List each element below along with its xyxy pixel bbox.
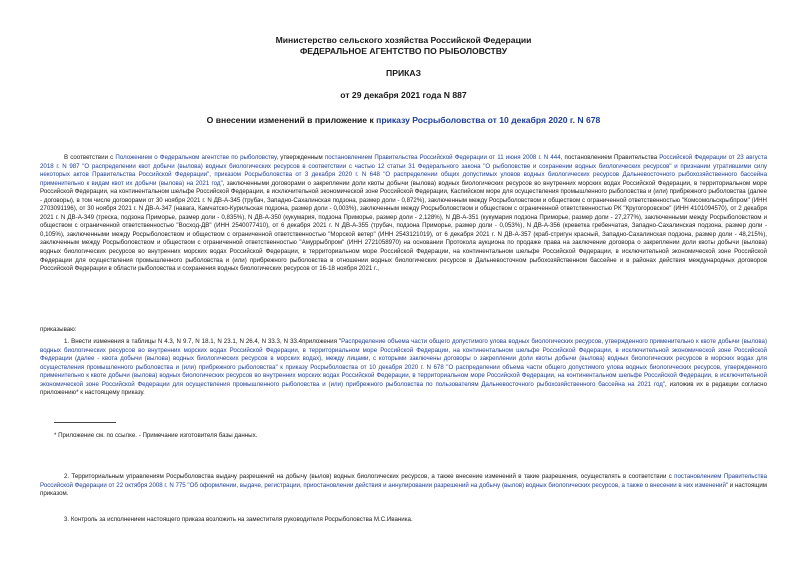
resolution-987-link[interactable]: Российской Федерации от 23 августа 2018 г. N 987 "О распределении квот добычи (вылова) водных биологических ресурсов в соответствии с частью 12 статьи 31 Федерального закона "О рыболовстве и сохранении водных биологических ресурсов" и признании утратившими силу некоторых актов Правительства Российской Федерации" [40, 154, 768, 179]
ministry-name: Министерство сельского хозяйства Российской Федерации [275, 35, 532, 45]
preamble-text-3: , постановлением Правительства [560, 154, 660, 161]
doc-type: ПРИКАЗ [386, 68, 421, 78]
footnote-divider [54, 422, 116, 423]
resolution-444-link[interactable]: постановлением Правительства Российской Федерации от 11 июня 2008 г. N 444 [324, 154, 561, 161]
preamble-text-2: , утвержденным [276, 154, 325, 161]
item-2-text-1: 2. Территориальным управлениям Росрыболовства выдачу разрешений на добычу (вылов) водных биологических ресурсов, а также внесение изменений в такие разрешения, осуществлять в соответствии с [64, 473, 675, 480]
order-word: приказываю: [40, 326, 77, 333]
resolution-775-link[interactable]: постановлением Правительства Российской Федерации от 22 октября 2008 г. N 775 "Об оформлении, выдаче, регистрации, приостановлении действия и аннулировании разрешений на добычу (вылов) водных биологических ресурсов, а также о внесении в них изменений" [40, 473, 767, 489]
appendix-678-link[interactable]: Распределение объема части общего допустимого улова водных биологических ресурсов, утвержденного применительно к квоте добычи (вылова) водных биологических ресурсов во внутренних морских водах Российской Федерации, в территориальном море Российской Федерации, на континентальном шельфе Российской Федерации, в исключительной экономической зоне Российской Федерации (далее - квота добычи (вылова) водных биологических ресурсов в морских водах), между лицами, с которыми заключены договоры о закреплении доли квоты добычи (вылова) водных биологических ресурсов в морских водах для осуществления промышленного рыболовства и (или) прибрежного рыболовства" к приказу Росрыболовства от 10 декабря 2020 г. N 678 "О распределении объема части общего допустимого улова водных биологических ресурсов, утвержденного применительно к квоте добычи (вылова) водных биологических ресурсов во внутренних морских водах Российской Федерации, в территориальном море Российской Федерации, на континентальном шельфе Российской Федерации, в исключительной экономической зоне Российской Федерации для осуществления промышленного рыболовства и (или) прибрежного рыболовства по пользователям Дальневосточного рыбохозяйственного бассейна на 2021 год" [40, 338, 767, 388]
doc-title [0, 115, 807, 126]
doc-title-link[interactable]: приказу Росрыболовства от 10 декабря 2020 г. N 678 [376, 115, 601, 125]
item-3-paragraph: 3. Контроль за исполнением настоящего приказа возложить на заместителя руководителя Росрыболовства М.С.Иваника. [64, 516, 413, 523]
doc-title-prefix: О внесении изменений в приложение к [206, 115, 377, 125]
preamble-text-1: В соответствии с [64, 154, 116, 161]
agency-name: ФЕДЕРАЛЬНОЕ АГЕНТСТВО ПО РЫБОЛОВСТВУ [299, 46, 508, 56]
footnote: * Приложение см. по ссылке. - Примечание изготовителя базы данных. [54, 432, 258, 439]
preamble-text-5: , заключенными договорами о закреплении доли квоты добычи (вылова) водных биологических ресурсов во внутренних морских водах Российской Федерации, в территориальном море Российской Федерации, на континентальном шельфе Российской Федерации, в исключительной экономической зоне Российской Федерации, Каспийском море для осуществления промышленного рыболовства и (или) прибрежного рыболовства (далее - договоры), в том числе договорами от 30 ноября 2021 г. N ДВ-А-345 (трубач, Западно-Сахалинская подзона, размер доли - 0,872%), заключенным между Росрыболовством и обществом с ограниченной ответственностью "Комсомольскрыбпром" (ИНН 2703091196), от 30 ноября 2021 г. N ДВ-А-347 (навага, Камчатско-Курильская подзона, размер доли - 0,003%), заключенным между Росрыболовством и обществом с ограниченной ответственностью РК "Кругогоровское" (ИНН 4101094570), от 2 декабря 2021 г. N ДВ-А-349 (треска, подзона Приморье, размер доли - 0,835%), N ДВ-А-350 (кукумария, подзона Приморье, размер доли - 2,128%), N ДВ-А-351 (кукумария подзона Приморье, размер доли - 27,277%), заключенными между Росрыболовством и обществом с ограниченной ответственностью "Восход-ДВ" (ИНН 2540077410), от 6 декабря 2021 г. N ДВ-А-355 (трубач, подзона Приморье, размер доли - 0,053%), N ДВ-А-356 (креветка гребенчатая, Западно-Сахалинская подзона, размер доли - 0,105%), заключенными между Росрыболовством и обществом с ограниченной ответственностью "Морской ветер" (ИНН 2543121019), от 6 декабря 2021 г. N ДВ-А-357 (краб-стригун красный, Западно-Сахалинская подзона, размер доли - 48,215%), заключенным между Росрыболовством и обществом с ограниченной ответственностью "Амуррыбпром" (ИНН 2721058970) на основании Протокола аукциона по продаже права на заключение договора о закреплении доли квоты добычи (вылова) водных биологических ресурсов во внутренних морских водах Российской Федерации, в территориальном море Российской Федерации, на континентальном шельфе Российской Федерации, в исключительной экономической зоне Российской Федерации для осуществления промышленного рыболовства и (или) прибрежного рыболовства в отношении водных биологических ресурсов в Дальневосточном рыбохозяйственном бассейне и в районах действия международных договоров Российской Федерации в области рыболовства и сохранения водных биологических ресурсов от 16-18 ноября 2021 г., [40, 179, 767, 273]
agency-regulation-link[interactable]: Положением о Федеральном агентстве по рыболовству [115, 154, 277, 161]
item-2-text-2: и настоящим приказом. [40, 481, 767, 498]
preamble-paragraph [40, 154, 767, 274]
order-648-link[interactable]: , приказом Росрыболовства от 3 декабря 2020 г. N 648 "О распределении общих допустимых уловов водных биологических ресурсов Дальневосточного рыбохозяйственного бассейна применительно к видам квот их добычи (вылова) на 2021 год" [40, 171, 767, 187]
item-2-paragraph [40, 473, 767, 499]
item-1-text-1: 1. Внести изменения в таблицы N 4.3, N 9.7, N 18.1, N 23.1, N 26.4, N 33.3, N 33.4приложения " [64, 338, 342, 345]
item-1-paragraph [40, 338, 767, 398]
item-1-text-2: , изложив их в редакции согласно приложению* к настоящему приказу. [40, 380, 767, 397]
doc-date-number: от 29 декабря 2021 года N 887 [340, 90, 467, 100]
